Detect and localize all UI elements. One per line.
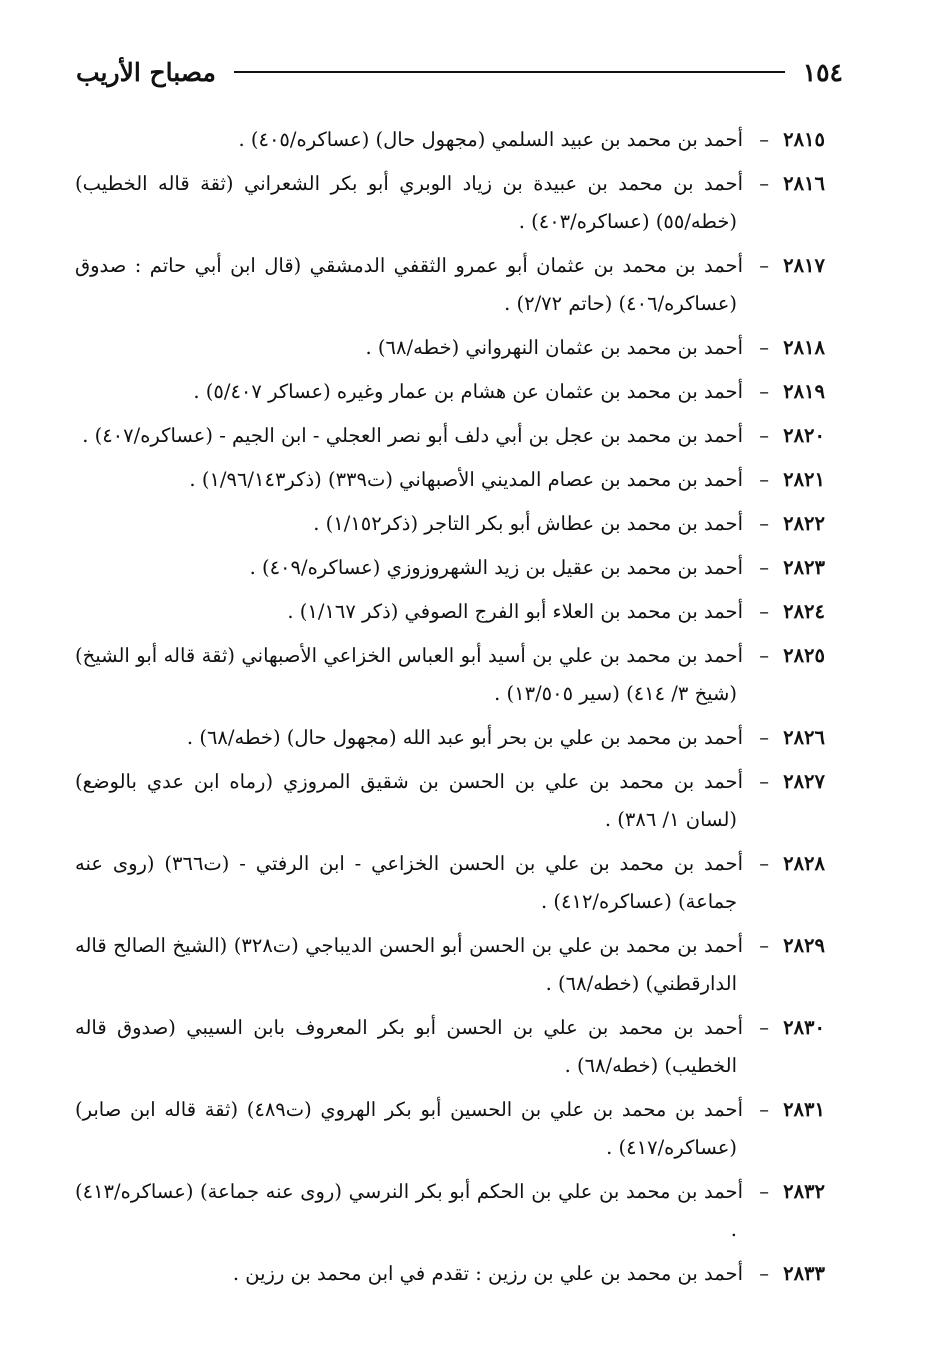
entry-dash: – <box>759 770 769 793</box>
page-header <box>76 50 843 94</box>
entry-number: ٢٨١٥ <box>783 128 825 151</box>
running-title: مصباح الأريب <box>76 57 216 87</box>
entry-text: أحمد بن محمد بن علي بن الحسن الخزاعي - ابن الرفتي - (ت٣٦٦) (روى عنه جماعة) (عساكره/٤١٢) . <box>75 852 743 913</box>
entry-text: أحمد بن محمد بن علي بن رزين : تقدم في ابن محمد بن رزين . <box>232 1262 743 1285</box>
entry-text: أحمد بن محمد بن العلاء أبو الفرج الصوفي (ذكر ١/١٦٧) . <box>287 600 743 623</box>
entry-number: ٢٨٢٢ <box>783 512 825 535</box>
entry-text: أحمد بن محمد بن علي بن أسيد أبو العباس الخزاعي الأصبهاني (ثقة قاله أبو الشيخ) (شيخ ٣/ ٤١٤) (سير ١٣/٥٠٥) . <box>75 644 743 705</box>
entry-dash: – <box>759 380 769 403</box>
entry-text: أحمد بن محمد بن عثمان عن هشام بن عمار وغيره (عساكر ٥/٤٠٧) . <box>193 380 743 403</box>
entry-number: ٢٨١٦ <box>783 172 825 195</box>
entry-text: أحمد بن محمد بن عقيل بن زيد الشهروزوزي (عساكره/٤٠٩) . <box>249 556 743 579</box>
entry-number: ٢٨١٨ <box>783 336 825 359</box>
entry-dash: – <box>759 1016 769 1039</box>
entry-2818 <box>75 329 825 367</box>
entry-text: أحمد بن محمد بن عجل بن أبي دلف أبو نصر العجلي - ابن الجيم - (عساكره/٤٠٧) . <box>82 424 743 447</box>
entry-number: ٢٨٢٠ <box>783 424 825 447</box>
entry-number: ٢٨٢٥ <box>783 644 825 667</box>
entry-2830 <box>75 1009 825 1085</box>
entry-2817 <box>75 247 825 323</box>
entry-number: ٢٨٢٤ <box>783 600 825 623</box>
entry-2827 <box>75 763 825 839</box>
entry-dash: – <box>759 726 769 749</box>
entry-2821 <box>75 461 825 499</box>
entry-number: ٢٨٣٠ <box>783 1016 825 1039</box>
entry-number: ٢٨٣٣ <box>783 1262 825 1285</box>
entry-text: أحمد بن محمد بن علي بن الحسين أبو بكر الهروي (ت٤٨٩) (ثقة قاله ابن صابر) (عساكره/٤١٧) . <box>75 1098 743 1159</box>
entry-2816 <box>75 165 825 241</box>
entry-dash: – <box>759 172 769 195</box>
header-rule <box>234 71 785 73</box>
entry-text: أحمد بن محمد بن علي بن بحر أبو عبد الله (مجهول حال) (خطه/٦٨) . <box>186 726 743 749</box>
entry-number: ٢٨٢٧ <box>783 770 825 793</box>
entry-2823 <box>75 549 825 587</box>
entries-list <box>75 121 825 1299</box>
entry-dash: – <box>759 1098 769 1121</box>
entry-2815 <box>75 121 825 159</box>
entry-2832 <box>75 1173 825 1249</box>
entry-number: ٢٨٢٩ <box>783 934 825 957</box>
entry-number: ٢٨٢٦ <box>783 726 825 749</box>
entry-2825 <box>75 637 825 713</box>
entry-text: أحمد بن محمد بن علي بن الحسن أبو الحسن الديباجي (ت٣٢٨) (الشيخ الصالح قاله الدارقطني) (خطه/٦٨) . <box>75 934 743 995</box>
entry-2829 <box>75 927 825 1003</box>
entry-dash: – <box>759 1262 769 1285</box>
entry-dash: – <box>759 852 769 875</box>
entry-2822 <box>75 505 825 543</box>
entry-2824 <box>75 593 825 631</box>
entry-number: ٢٨١٧ <box>783 254 825 277</box>
entry-number: ٢٨٣٢ <box>783 1180 825 1203</box>
entry-number: ٢٨٢٣ <box>783 556 825 579</box>
entry-dash: – <box>759 468 769 491</box>
entry-2828 <box>75 845 825 921</box>
entry-dash: – <box>759 600 769 623</box>
entry-text: أحمد بن محمد بن عبيدة بن زياد الوبري أبو بكر الشعراني (ثقة قاله الخطيب) (خطه/٥٥) (عساكره/٤٠٣) . <box>75 172 743 233</box>
entry-2819 <box>75 373 825 411</box>
entry-number: ٢٨١٩ <box>783 380 825 403</box>
entry-dash: – <box>759 934 769 957</box>
entry-dash: – <box>759 424 769 447</box>
entry-text: أحمد بن محمد بن عثمان أبو عمرو الثقفي الدمشقي (قال ابن أبي حاتم : صدوق (عساكره/٤٠٦) (حاتم ٢/٧٢) . <box>75 254 743 315</box>
entry-text: أحمد بن محمد بن عبيد السلمي (مجهول حال) (عساكره/٤٠٥) . <box>238 128 743 151</box>
entry-text: أحمد بن محمد بن عصام المديني الأصبهاني (ت٣٣٩) (ذكر١/٩٦/١٤٣) . <box>189 468 743 491</box>
entry-number: ٢٨٣١ <box>783 1098 825 1121</box>
entry-2833 <box>75 1255 825 1293</box>
entry-number: ٢٨٢٨ <box>783 852 825 875</box>
entry-dash: – <box>759 512 769 535</box>
entry-dash: – <box>759 556 769 579</box>
entry-text: أحمد بن محمد بن علي بن الحكم أبو بكر النرسي (روى عنه جماعة) (عساكره/٤١٣) . <box>75 1180 743 1241</box>
entry-dash: – <box>759 336 769 359</box>
entry-2831 <box>75 1091 825 1167</box>
entry-dash: – <box>759 644 769 667</box>
entry-text: أحمد بن محمد بن علي بن الحسن أبو بكر المعروف بابن السيبي (صدوق قاله الخطيب) (خطه/٦٨) . <box>75 1016 743 1077</box>
page-number: ١٥٤ <box>802 57 843 87</box>
entry-2820 <box>75 417 825 455</box>
entry-dash: – <box>759 1180 769 1203</box>
entry-2826 <box>75 719 825 757</box>
entry-text: أحمد بن محمد بن عثمان النهرواني (خطه/٦٨) . <box>365 336 743 359</box>
entry-dash: – <box>759 128 769 151</box>
entry-text: أحمد بن محمد بن عطاش أبو بكر التاجر (ذكر١/١٥٢) . <box>313 512 743 535</box>
entry-number: ٢٨٢١ <box>783 468 825 491</box>
entry-dash: – <box>759 254 769 277</box>
entry-text: أحمد بن محمد بن علي بن الحسن بن شقيق المروزي (رماه ابن عدي بالوضع) (لسان ١/ ٣٨٦) . <box>75 770 743 831</box>
